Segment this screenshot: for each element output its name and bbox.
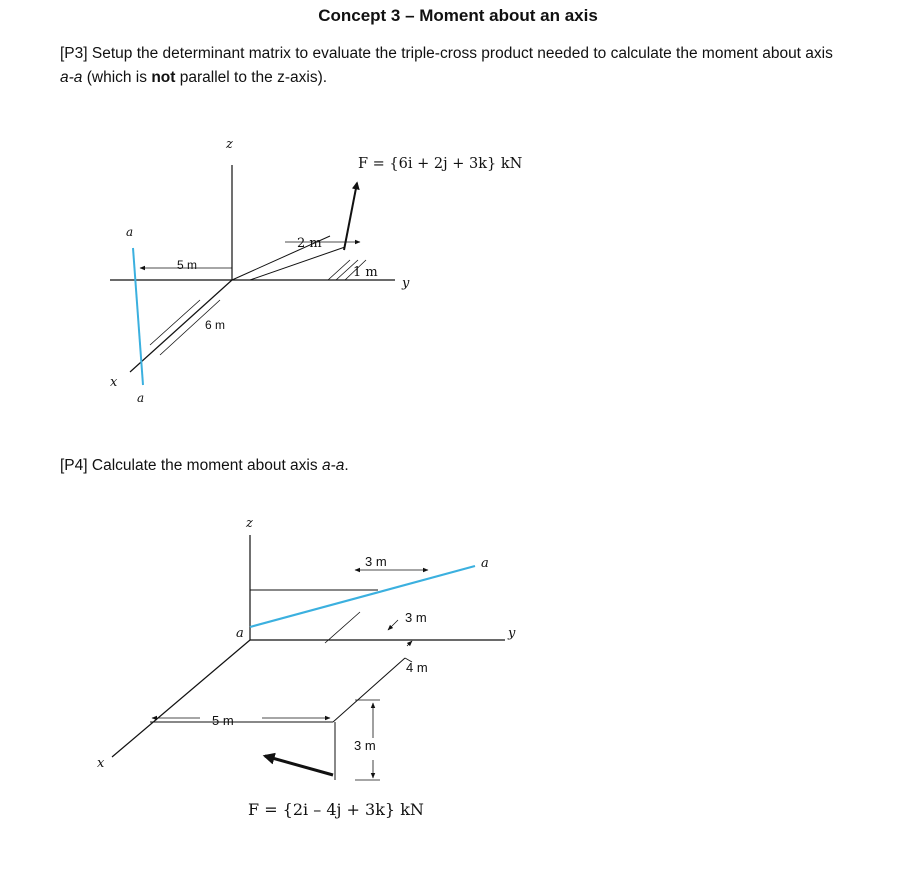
axis-name: a-a (321, 457, 345, 474)
problem-text: Calculate the moment about axis (91, 457, 322, 474)
force-label: F = {6i + 2j + 3k} kN (358, 156, 523, 172)
force-arrow (344, 183, 357, 250)
problem-text: . (344, 457, 349, 474)
axis-z-label: z (246, 516, 253, 531)
axis-a-label: a (137, 391, 145, 405)
member-line (250, 247, 345, 280)
x-axis-line (112, 640, 250, 757)
problem-text: parallel to the z-axis). (175, 69, 328, 86)
axis-y-label: y (402, 276, 410, 291)
axis-name: a-a (60, 69, 83, 86)
dimension-line (325, 612, 360, 643)
problem-text: (which is (82, 69, 152, 86)
emphasis-text: not (151, 69, 176, 86)
dimension-label: 6 m (205, 318, 226, 332)
axis-a-line (250, 566, 475, 627)
dimension-label: 3 m (354, 738, 376, 753)
axis-y-label: y (508, 626, 516, 641)
dimension-label: 5 m (177, 258, 198, 272)
axis-a-label: a (236, 626, 244, 641)
axis-x-label: x (110, 375, 118, 390)
force-arrow (265, 756, 333, 775)
dimension-line (407, 641, 412, 646)
problem-tag: [P3] (60, 45, 88, 62)
dimension-label: 2 m (297, 236, 322, 251)
page-title: Concept 3 – Moment about an axis (318, 6, 598, 25)
dimension-label: 5 m (212, 713, 234, 728)
dimension-line (388, 620, 398, 630)
dimension-line (150, 300, 200, 345)
force-label: F = {2i – 4j + 3k} kN (248, 800, 424, 819)
dimension-label: 3 m (405, 610, 427, 625)
member-line (333, 658, 405, 722)
dimension-label: 4 m (406, 660, 428, 675)
axis-a-label: a (126, 225, 134, 239)
problem-text: Setup the determinant matrix to evaluate the triple-cross product needed to calculate the moment about axis (91, 45, 833, 62)
axis-x-label: x (97, 756, 105, 771)
dimension-label: 3 m (365, 554, 387, 569)
figure-p3 (110, 137, 523, 405)
dimension-label: 1 m (353, 265, 378, 280)
axis-z-label: z (226, 137, 233, 152)
problem-tag: [P4] (60, 457, 88, 474)
figure-p4 (97, 516, 516, 819)
axis-a-label: a (481, 556, 489, 571)
